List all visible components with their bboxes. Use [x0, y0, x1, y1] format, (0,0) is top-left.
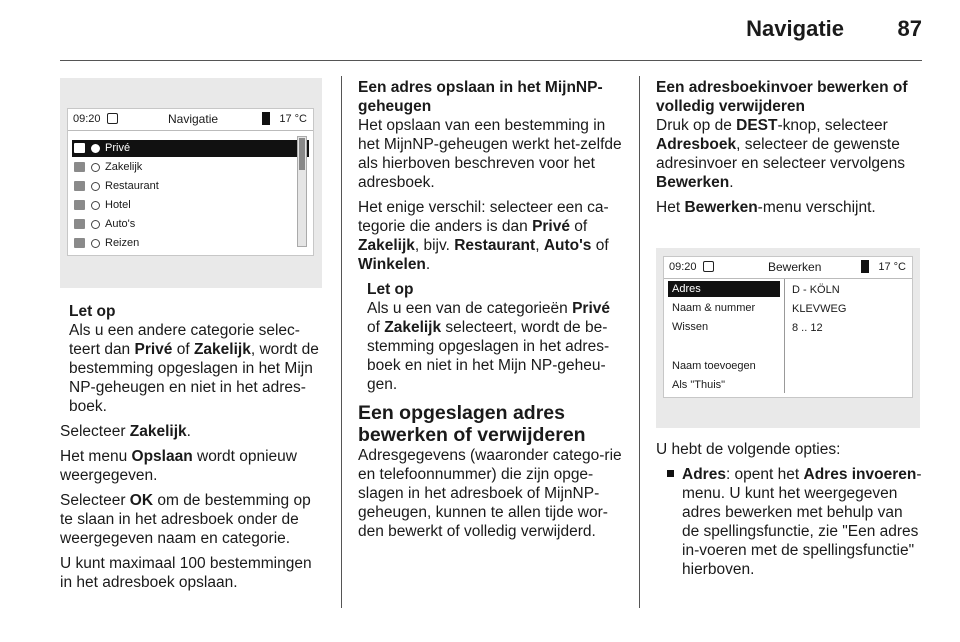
bullet-icon [667, 470, 674, 477]
text: -knop, selecteer [777, 117, 888, 134]
text: om de bestemming op te slaan in het adresboek onder de weergegeven naam en categorie. [60, 492, 311, 547]
screen-status-bar [664, 257, 912, 277]
text: , selecteer de gewenste adresinvoer en selecteer vervolgens [656, 136, 905, 172]
screen-title: Bewerken [768, 260, 822, 274]
category-label: Privé [105, 142, 131, 154]
thermometer-icon [861, 260, 869, 273]
text: . [425, 256, 431, 273]
screen-divider [68, 130, 313, 131]
text: . [729, 174, 734, 191]
clock-icon [703, 261, 714, 272]
category-item-autos[interactable] [72, 216, 309, 233]
text: -menu verschijnt. [757, 199, 876, 216]
paragraph [656, 116, 924, 192]
hotel-icon [74, 200, 85, 210]
category-item-zakelijk[interactable] [72, 159, 309, 176]
paragraph: U hebt de volgende opties: [656, 441, 841, 458]
note-box [358, 280, 626, 394]
temperature: 17 °C [279, 113, 307, 125]
travel-icon [74, 238, 85, 248]
bold-text: Zakelijk [129, 423, 187, 440]
note-title: Let op [69, 303, 116, 320]
radio-selected-icon [91, 144, 100, 153]
bold-text: Adresboek [656, 136, 737, 153]
text: , bijv. [414, 237, 455, 254]
menu-item-naam-nummer[interactable]: Naam & nummer [672, 302, 756, 314]
category-label: Auto's [105, 218, 136, 230]
radio-icon [91, 182, 100, 191]
text: . [186, 423, 191, 440]
column-1-text [60, 302, 326, 598]
bold-text: Winkelen [358, 256, 426, 273]
category-item-prive[interactable] [72, 140, 309, 157]
text: Selecteer [60, 423, 130, 440]
page-header [0, 0, 960, 62]
bewerken-screen [663, 256, 913, 398]
bullet-item [656, 465, 924, 579]
text: Als u een van de categorieën [367, 300, 573, 317]
text: : opent het [725, 466, 804, 483]
note-box [60, 302, 326, 416]
paragraph [60, 491, 326, 548]
radio-icon [91, 163, 100, 172]
bold-text: Privé [532, 218, 570, 235]
category-item-hotel[interactable] [72, 197, 309, 214]
bold-text: Restaurant [454, 237, 536, 254]
clock-icon [107, 113, 118, 124]
bold-text: Zakelijk [358, 237, 415, 254]
menu-item-adres[interactable]: Adres [668, 281, 780, 297]
screen-status-bar [68, 109, 313, 129]
section-heading: Een adres opslaan in het MijnNP-geheugen [358, 79, 603, 115]
paragraph [60, 447, 326, 485]
column-2-text [358, 78, 626, 547]
page-number: 87 [897, 16, 922, 41]
restaurant-icon [74, 181, 85, 191]
bold-text: DEST [736, 117, 778, 134]
address-street: KLEVWEG [792, 303, 847, 315]
category-label: Zakelijk [105, 161, 143, 173]
temperature: 17 °C [878, 261, 906, 273]
bewerken-screenshot [656, 248, 920, 428]
category-item-reizen[interactable] [72, 235, 309, 252]
clock-time: 09:20 [73, 113, 101, 125]
navigatie-screen [67, 108, 314, 256]
menu-item-als-thuis[interactable]: Als "Thuis" [672, 379, 726, 391]
screen-divider [664, 278, 912, 279]
text: , wordt de bestemming opgeslagen in het Mijn NP-geheugen en niet in het adres-boek. [69, 341, 319, 415]
category-item-restaurant[interactable] [72, 178, 309, 195]
bold-text: Opslaan [131, 448, 193, 465]
bold-text: Adres invoeren [803, 466, 917, 483]
text: of [569, 218, 588, 235]
text: Het enige verschil: selecteer een ca-tegorie die anders is dan [358, 199, 609, 235]
text: Als u een andere categorie selec-teert dan [69, 322, 300, 358]
thermometer-icon [262, 112, 270, 125]
text: Selecteer [60, 492, 130, 509]
text: of [367, 319, 385, 336]
column-divider [341, 76, 342, 608]
menu-item-naam-toevoegen[interactable]: Naam toevoegen [672, 360, 756, 372]
scrollbar[interactable] [297, 136, 307, 247]
text: selecteert, wordt de be-stemming opgeslagen in het adres-boek en niet in het Mijn NP-geheu-gen. [367, 319, 610, 393]
category-label: Restaurant [105, 180, 159, 192]
note-text [367, 299, 626, 394]
header-rule [60, 60, 922, 61]
category-label: Hotel [105, 199, 131, 211]
section-heading: Een adresboekinvoer bewerken of volledig verwijderen [656, 79, 908, 115]
text: Druk op de [656, 117, 737, 134]
paragraph [358, 198, 626, 274]
bold-text: OK [129, 492, 154, 509]
text: of [172, 341, 194, 358]
paragraph: U kunt maximaal 100 bestemmingen in het adresboek opslaan. [60, 555, 312, 591]
column-3-lower-text [656, 440, 924, 579]
scrollbar-thumb[interactable] [299, 138, 305, 170]
text: wordt opnieuw weergegeven. [60, 448, 297, 484]
car-icon [74, 219, 85, 229]
clock-time: 09:20 [669, 261, 697, 273]
category-label: Reizen [105, 237, 140, 249]
radio-icon [91, 201, 100, 210]
briefcase-icon [74, 162, 85, 172]
text: Het [656, 199, 685, 216]
column-divider [639, 76, 640, 608]
paragraph [60, 422, 326, 441]
note-title: Let op [367, 281, 414, 298]
paragraph: Adresgegevens (waaronder catego-rie en telefoonnummer) die zijn opge-slagen in het adresboek of MijnNP-geheugen, kunnen te allen tijde wor-den bewerkt of volledig verwijderd. [358, 447, 622, 540]
note-text [69, 321, 326, 416]
text: Het menu [60, 448, 132, 465]
paragraph: Het opslaan van een bestemming in het MijnNP-geheugen werkt het-zelfde als hierboven beschreven voor het adresboek. [358, 117, 622, 191]
bold-text: Bewerken [684, 199, 758, 216]
text: of [591, 237, 609, 254]
radio-icon [91, 220, 100, 229]
radio-icon [91, 239, 100, 248]
text: , [535, 237, 544, 254]
bold-text: Auto's [543, 237, 592, 254]
bold-text: Zakelijk [193, 341, 251, 358]
text: -menu. U kunt het weergegeven adres bewerken met behulp van de spellingsfunctie, zie "Een adres in-voeren met de spellingsfunctie" hierboven. [682, 466, 922, 578]
address-number: 8 .. 12 [792, 322, 823, 334]
bold-text: Zakelijk [384, 319, 442, 336]
navigatie-screenshot [60, 78, 322, 288]
column-3-text [656, 78, 924, 223]
bold-text: Privé [572, 300, 611, 317]
menu-item-wissen[interactable]: Wissen [672, 321, 709, 333]
screen-title: Navigatie [168, 112, 219, 126]
home-icon [74, 143, 85, 153]
bold-text: Privé [134, 341, 173, 358]
bold-text: Adres [682, 466, 726, 483]
bold-text: Bewerken [656, 174, 730, 191]
address-city: D - KÖLN [792, 284, 840, 296]
paragraph [656, 198, 924, 217]
pane-divider [784, 279, 785, 393]
page-title: Navigatie [746, 16, 844, 41]
section-heading-large: Een opgeslagen adres bewerken of verwijderen [358, 402, 586, 446]
